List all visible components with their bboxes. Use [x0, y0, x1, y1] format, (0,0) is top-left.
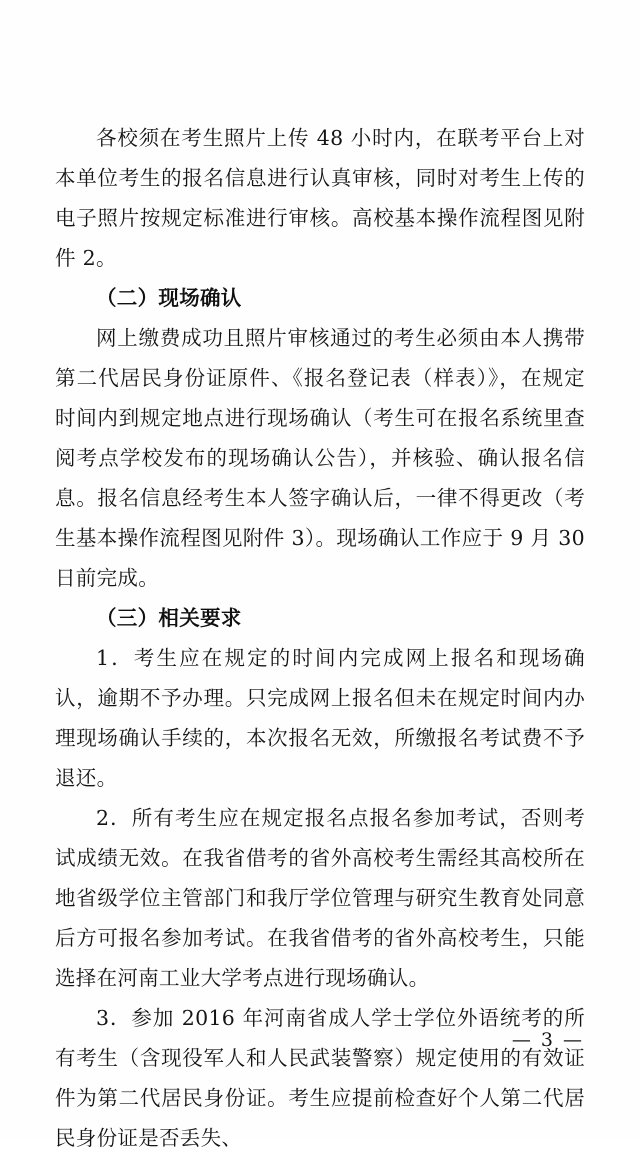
heading-related-requirements: （三）相关要求 [96, 606, 242, 630]
paragraph-requirement-1: 1．考生应在规定的时间内完成网上报名和现场确认，逾期不予办理。只完成网上报名但未在规定时间内办理现场确认手续的，本次报名无效，所缴报名考试费不予退还。 [55, 646, 585, 790]
page-number: — 3 — [511, 1029, 584, 1051]
document-body [55, 118, 585, 1158]
paragraph-onsite-confirmation: 网上缴费成功且照片审核通过的考生必须由本人携带第二代居民身份证原件、《报名登记表（样表）》，在规定时间内到规定地点进行现场确认（考生可在报名系统里查阅考点学校发布的现场确认公告），并核验、确认报名信息。报名信息经考生本人签字确认后，一律不得更改（考生基本操作流程图见附件 3）。现场确认工作应于 9 月 30 日前完成。 [55, 326, 585, 590]
heading-onsite-confirmation: （二）现场确认 [96, 286, 242, 310]
paragraph-requirement-3: 3．参加 2016 年河南省成人学士学位外语统考的所有考生（含现役军人和人民武装警察）规定使用的有效证件为第二代居民身份证。考生应提前检查好个人第二代居民身份证是否丢失、 [55, 1006, 585, 1150]
paragraph-photo-review: 各校须在考生照片上传 48 小时内，在联考平台上对本单位考生的报名信息进行认真审核，同时对考生上传的电子照片按规定标准进行审核。高校基本操作流程图见附件 2。 [55, 126, 585, 270]
paragraph-requirement-2: 2．所有考生应在规定报名点报名参加考试，否则考试成绩无效。在我省借考的省外高校考生需经其高校所在地省级学位主管部门和我厅学位管理与研究生教育处同意后方可报名参加考试。在我省借考的省外高校考生，只能选择在河南工业大学考点进行现场确认。 [55, 806, 585, 990]
